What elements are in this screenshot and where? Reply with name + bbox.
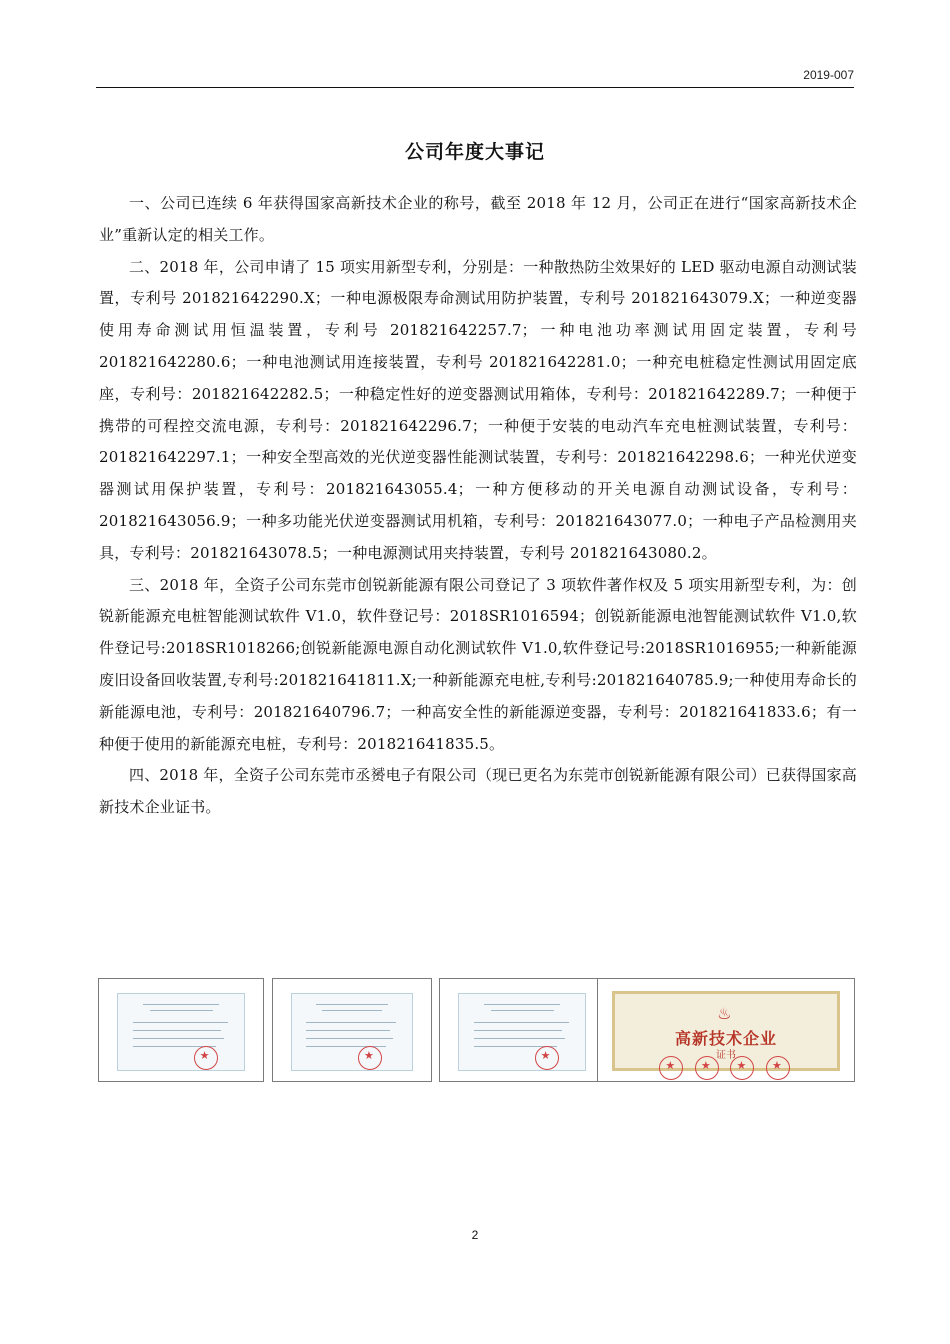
header-rule	[96, 87, 854, 88]
paragraph-1: 一、公司已连续 6 年获得国家高新技术企业的称号，截至 2018 年 12 月，公司正在进行“国家高新技术企业”重新认定的相关工作。	[99, 194, 857, 244]
hitech-enterprise-certificate-image	[597, 978, 855, 1082]
paragraph-2: 二、2018 年，公司申请了 15 项实用新型专利，分别是：一种散热防尘效果好的 LED 驱动电源自动测试装置，专利号 201821642290.X；一种电源极限寿命测试用防护装置，专利号 201821643079.X；一种逆变器使用寿命测试用恒温装置，专利号 201821642257.7；一种电池功率测试用固定装置，专利号 201821642280.6；一种电池测试用连接装置，专利号 201821642281.0；一种充电桩稳定性测试用固定底座，专利号：201821642282.5；一种稳定性好的逆变器测试用箱体，专利号：201821642289.7；一种便于携带的可程控交流电源，专利号：201821642296.7；一种便于安装的电动汽车充电桩测试装置，专利号：201821642297.1；一种安全型高效的光伏逆变器性能测试装置，专利号：201821642298.6；一种光伏逆变器测试用保护装置，专利号：201821643055.4；一种方便移动的开关电源自动测试设备，专利号：201821643056.9；一种多功能光伏逆变器测试用机箱，专利号：201821643077.0；一种电子产品检测用夹具，专利号：201821643078.5；一种电源测试用夹持装置，专利号 201821643080.2。	[99, 257, 857, 562]
document-code: 2019-007	[803, 68, 854, 82]
page-title: 公司年度大事记	[404, 141, 545, 163]
paragraph-3: 三、2018 年，全资子公司东莞市创锐新能源有限公司登记了 3 项软件著作权及 5 项实用新型专利，为：创锐新能源充电桩智能测试软件 V1.0，软件登记号：2018SR1016594；创锐新能源电池智能测试软件 V1.0,软件登记号:2018SR1018266;创锐新能源电源自动化测试软件 V1.0,软件登记号:2018SR1016955;一种新能源废旧设备回收装置,专利号:201821641811.X;一种新能源充电桩,专利号:201821640785.9;一种使用寿命长的新能源电池，专利号：201821640796.7；一种高安全性的新能源逆变器，专利号：201821641833.6；有一种便于使用的新能源充电桩，专利号：201821641835.5。	[99, 575, 857, 753]
certificate-images	[98, 978, 856, 1084]
software-copyright-certificate-image	[272, 978, 432, 1082]
page-number: 2	[471, 1228, 479, 1242]
hitech-certificate-title: 高新技术企业	[674, 1029, 777, 1048]
paragraph-4: 四、2018 年，全资子公司东莞市丞赟电子有限公司（现已更名为东莞市创锐新能源有限公司）已获得国家高新技术企业证书。	[99, 766, 857, 817]
flame-emblem-icon: ♨	[717, 1004, 732, 1023]
software-copyright-certificate-image	[439, 978, 605, 1082]
software-copyright-certificate-image	[98, 978, 264, 1082]
body-text	[99, 188, 857, 824]
hitech-certificate-subtitle: 证书	[716, 1050, 736, 1061]
